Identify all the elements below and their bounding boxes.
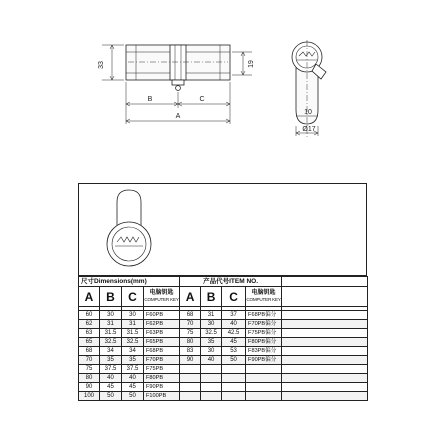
technical-drawing (0, 0, 430, 165)
table-row (79, 311, 368, 320)
model-cell: F60PB (144, 311, 180, 320)
offset-dimension-cell: 53 (222, 347, 246, 356)
empty-cell (282, 311, 368, 320)
header-key-en-2: COMPUTER KEY (246, 296, 281, 302)
offset-dimension-cell: 30 (201, 320, 222, 329)
dimension-cell: 75 (79, 365, 100, 374)
model-cell: F63PB (144, 329, 180, 338)
offset-dimension-cell: 50 (222, 356, 246, 365)
table-row (79, 365, 368, 374)
offset-dimension-cell: 40 (201, 356, 222, 365)
empty-cell (201, 392, 222, 401)
empty-cell (222, 365, 246, 374)
key-sketch-box (78, 183, 367, 276)
empty-cell (222, 392, 246, 401)
dimension-cell: 40 (100, 374, 122, 383)
dimension-cell: 37.5 (122, 365, 144, 374)
dimension-cell: 60 (79, 311, 100, 320)
empty-cell (222, 374, 246, 383)
offset-model-cell: F83PB偏分 (246, 347, 282, 356)
model-cell: F70PB (144, 356, 180, 365)
dimension-cell: 70 (79, 356, 100, 365)
header-key-en: COMPUTER KEY (144, 296, 179, 302)
dimension-cell: 32.5 (122, 338, 144, 347)
dimension-cell: 34 (122, 347, 144, 356)
dimension-cell: 100 (79, 392, 100, 401)
dimension-cell: 35 (122, 356, 144, 365)
empty-cell (180, 374, 201, 383)
table-row (79, 347, 368, 356)
dimension-cell: 45 (100, 383, 122, 392)
model-cell: F80PB (144, 374, 180, 383)
table-row (79, 374, 368, 383)
dim-a-label: A (175, 113, 181, 120)
dim-b-label: B (147, 96, 153, 103)
dim-10-label: 10 (304, 109, 312, 116)
dimension-cell: 37.5 (100, 365, 122, 374)
header-b-2: B (201, 287, 222, 307)
dimension-cell: 30 (122, 311, 144, 320)
offset-dimension-cell: 83 (180, 347, 201, 356)
empty-cell (282, 329, 368, 338)
cylinder-side-view (292, 40, 326, 137)
header-computer-key (144, 287, 180, 307)
model-cell: F90PB (144, 383, 180, 392)
dimension-cell: 34 (100, 347, 122, 356)
dimension-cell: 63 (79, 329, 100, 338)
model-cell: F68PB (144, 347, 180, 356)
empty-cell (201, 383, 222, 392)
empty-cell (246, 374, 282, 383)
empty-cell (222, 383, 246, 392)
empty-cell (180, 365, 201, 374)
offset-model-cell: F90PB偏分 (246, 356, 282, 365)
empty-cell (180, 383, 201, 392)
offset-model-cell: F68PB偏分 (246, 311, 282, 320)
dimension-cell: 31 (122, 320, 144, 329)
empty-cell (246, 383, 282, 392)
empty-cell (246, 365, 282, 374)
key-outline-sketch (79, 184, 366, 275)
offset-dimension-cell: 31 (201, 311, 222, 320)
dimension-cell: 31.5 (100, 329, 122, 338)
header-key-cn: 电脑钥匙 (149, 290, 174, 296)
table-body (79, 311, 368, 401)
offset-dimension-cell: 30 (201, 347, 222, 356)
header-computer-key-2 (246, 287, 282, 307)
header-b: B (100, 287, 122, 307)
offset-dimension-cell: 45 (222, 338, 246, 347)
table-row (79, 338, 368, 347)
offset-dimension-cell: 90 (180, 356, 201, 365)
item-no-title: 产品代号ITEM NO. (180, 277, 282, 287)
cylinder-front-view (126, 45, 230, 90)
dim-c-label: C (199, 96, 205, 103)
dimension-cell: 62 (79, 320, 100, 329)
dimension-cell: 50 (100, 392, 122, 401)
table-row (79, 329, 368, 338)
dimension-cell: 31 (100, 320, 122, 329)
table-row (79, 356, 368, 365)
offset-dimension-cell: 80 (180, 338, 201, 347)
offset-dimension-cell: 40 (222, 320, 246, 329)
offset-model-cell: F70PB偏分 (246, 320, 282, 329)
empty-cell (282, 383, 368, 392)
empty-cell (282, 392, 368, 401)
header-c: C (122, 287, 144, 307)
empty-cell (282, 320, 368, 329)
dimension-cell: 31.5 (122, 329, 144, 338)
dimension-cell: 80 (79, 374, 100, 383)
table-row (79, 392, 368, 401)
dimension-cell: 35 (100, 356, 122, 365)
offset-dimension-cell: 32.5 (201, 329, 222, 338)
empty-cell (246, 392, 282, 401)
table-row (79, 383, 368, 392)
dimensions-title: 尺寸Dimensions(mm) (79, 277, 180, 287)
header-a-2: A (180, 287, 201, 307)
header-key-cn-2: 电脑钥匙 (251, 290, 276, 296)
model-cell: F100PB (144, 392, 180, 401)
model-cell: F65PB (144, 338, 180, 347)
empty-cell (282, 347, 368, 356)
offset-dimension-cell: 68 (180, 311, 201, 320)
offset-dimension-cell: 37 (222, 311, 246, 320)
model-cell: F75PB (144, 365, 180, 374)
dimensions-table (78, 276, 368, 401)
model-cell: F62PB (144, 320, 180, 329)
empty-cell (201, 365, 222, 374)
dimension-cell: 32.5 (100, 338, 122, 347)
empty-cell (282, 365, 368, 374)
dim-height-label: 33 (98, 61, 105, 69)
header-a: A (79, 287, 100, 307)
dimension-cell: 45 (122, 383, 144, 392)
offset-dimension-cell: 70 (180, 320, 201, 329)
offset-dimension-cell: 35 (201, 338, 222, 347)
dim-17-label: Ø17 (302, 126, 316, 133)
dimension-cell: 40 (122, 374, 144, 383)
dimension-cell: 90 (79, 383, 100, 392)
offset-model-cell: F80PB偏分 (246, 338, 282, 347)
dim-cam-label: 19 (248, 60, 255, 68)
empty-cell (180, 392, 201, 401)
offset-model-cell: F75PB偏分 (246, 329, 282, 338)
header-c-2: C (222, 287, 246, 307)
dimension-cell: 65 (79, 338, 100, 347)
table-row (79, 320, 368, 329)
dimension-cell: 68 (79, 347, 100, 356)
empty-cell (282, 374, 368, 383)
dimension-cell: 50 (122, 392, 144, 401)
dimension-cell: 30 (100, 311, 122, 320)
offset-dimension-cell: 75 (180, 329, 201, 338)
offset-dimension-cell: 42.5 (222, 329, 246, 338)
empty-cell (282, 356, 368, 365)
empty-cell (201, 374, 222, 383)
empty-cell (282, 338, 368, 347)
